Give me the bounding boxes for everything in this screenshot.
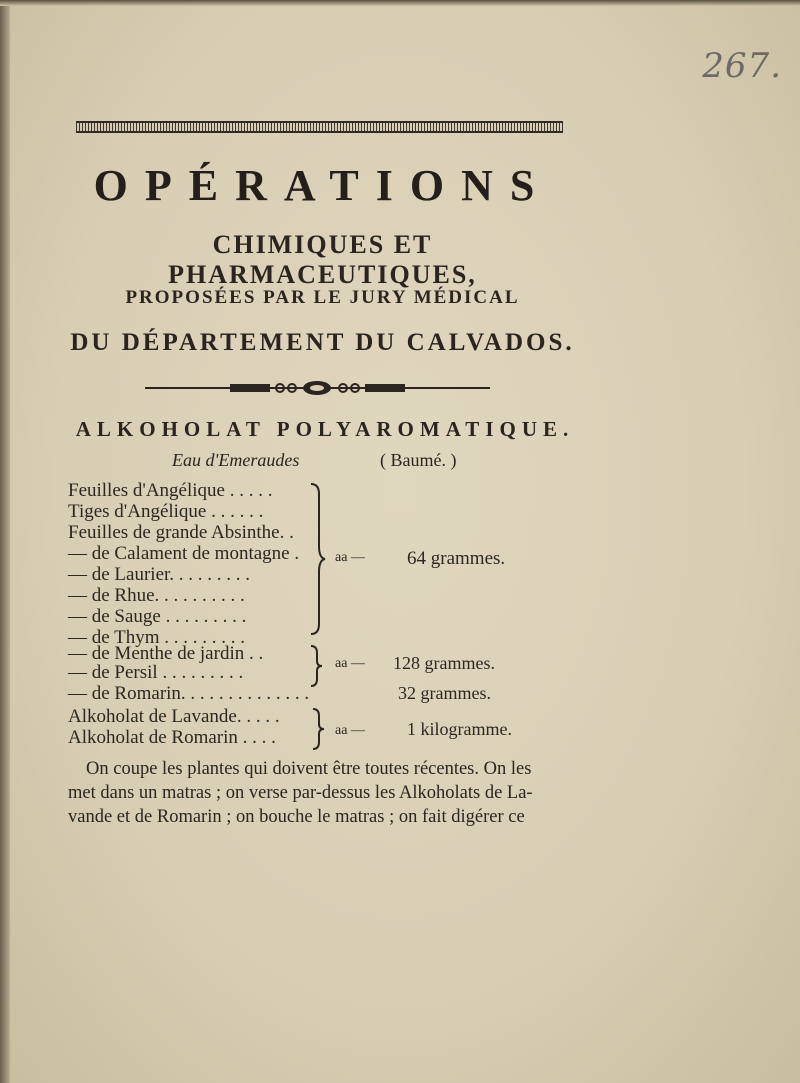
ingredient-line: Feuilles de grande Absinthe. . xyxy=(68,522,294,543)
recipe-common-name: Eau d'Emeraudes xyxy=(172,450,300,470)
page-top-edge xyxy=(0,0,800,6)
paragraph-line: vande et de Romarin ; on bouche le matras ; on fait digérer ce xyxy=(68,807,525,827)
quantity-aa: aa — xyxy=(335,723,365,738)
paragraph-line: met dans un matras ; on verse par-dessus les Alkoholats de La- xyxy=(68,783,533,803)
recipe-title: ALKOHOLAT POLYAROMATIQUE. xyxy=(75,417,575,441)
quantity-aa: aa — xyxy=(335,656,365,671)
ornamental-divider xyxy=(145,378,490,398)
page-title: OPÉRATIONS xyxy=(93,161,552,210)
paragraph-line-text: On coupe les plantes qui doivent être toutes récentes. On les xyxy=(86,759,532,779)
brace-group-4 xyxy=(310,708,326,750)
ingredient-line: — de Laurier. . . . . . . . . xyxy=(68,564,251,585)
ingredient-line: — de Menthe de jardin . . xyxy=(68,643,264,664)
ingredient-line: — de Rhue. . . . . . . . . . xyxy=(68,585,245,606)
procedure-paragraph xyxy=(68,757,570,829)
ornamental-rule-top xyxy=(76,121,563,133)
ingredient-line: Alkoholat de Lavande. . . . . xyxy=(68,706,280,727)
department-line: DU DÉPARTEMENT DU CALVADOS. xyxy=(70,329,575,356)
ingredient-line: — de Sauge . . . . . . . . . xyxy=(68,606,247,627)
ingredient-line: Feuilles d'Angélique . . . . . xyxy=(68,480,273,501)
ingredient-line: — de Persil . . . . . . . . . xyxy=(68,662,244,683)
ingredient-line: Tiges d'Angélique . . . . . . xyxy=(68,501,264,522)
page-binding-shadow xyxy=(0,0,10,1083)
quantity-amount: 128 grammes. xyxy=(393,653,495,673)
paragraph-line xyxy=(68,757,570,781)
ingredient-line: — de Romarin. . . . . . . . . . . . . . xyxy=(68,683,310,704)
handwritten-folio-number: 267. xyxy=(702,46,782,86)
page-subtitle: CHIMIQUES ET PHARMACEUTIQUES, xyxy=(168,230,477,289)
recipe-author: ( Baumé. ) xyxy=(380,450,457,470)
quantity-aa: aa — xyxy=(335,550,365,565)
ingredient-line: — de Calament de montagne . xyxy=(68,543,300,564)
brace-group-2 xyxy=(308,645,324,687)
ingredient-line: — de Thym . . . . . . . . . xyxy=(68,627,245,648)
ingredient-line: Alkoholat de Romarin . . . . xyxy=(68,727,276,748)
quantity-amount: 32 grammes. xyxy=(398,683,491,703)
proposed-by-line: PROPOSÉES PAR LE JURY MÉDICAL xyxy=(125,287,520,308)
quantity-amount: 1 kilogramme. xyxy=(407,719,512,739)
brace-group-1 xyxy=(307,482,327,636)
quantity-amount: 64 grammes. xyxy=(407,548,506,569)
